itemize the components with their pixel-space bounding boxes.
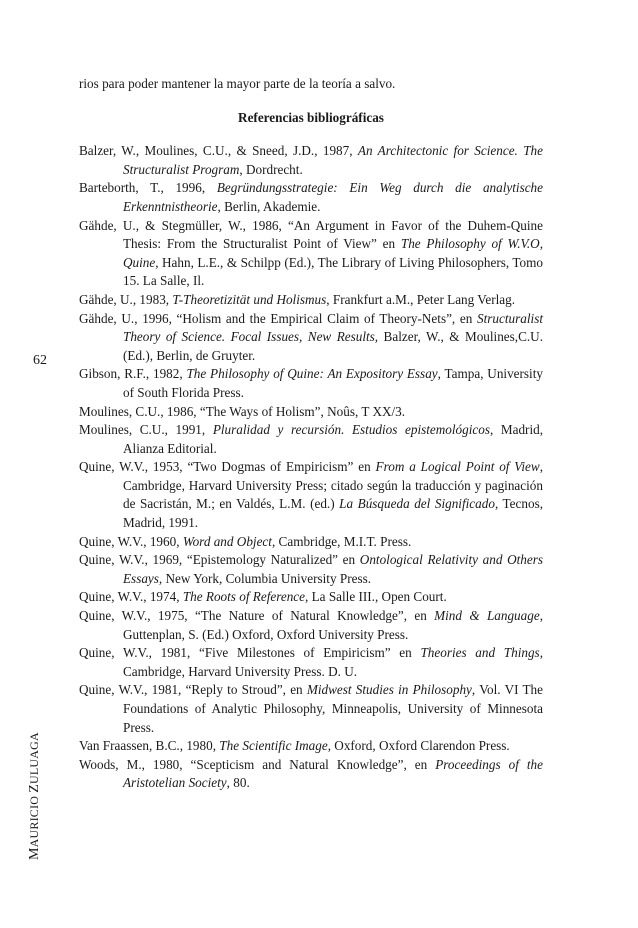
reference-entry: Quine, W.V., 1960, Word and Object, Cambridge, M.I.T. Press. [79,533,412,549]
reference-entry: Quine, W.V., 1953, “Two Dogmas of Empiricism” en From a Logical Point of View, Cambridge, Harvard University Press; citado según la traducción y paginación de Sacristán, M.; en Valdés, L.M. (ed.) La Búsqueda del Significado, Tecnos, Madrid, 1991. [79,459,543,531]
reference-entry: Gähde, U., & Stegmüller, W., 1986, “An Argument in Favor of the Duhem-Quine Thesis: From the Structuralist Point of View” en The Philosophy of W.V.O, Quine, Hahn, L.E., & Schilpp (Ed.), The Library of Living Philosophers, Tomo 15. La Salle, Il. [79,217,544,289]
reference-entry: Moulines, C.U., 1991, Pluralidad y recursión. Estudios epistemológicos, Madrid, Alianza Editorial. [79,422,544,456]
references-heading: Referencias bibliográficas [238,109,384,125]
reference-entry: Gähde, U., 1996, “Holism and the Empirical Claim of Theory-Nets”, en Structuralist Theory of Science. Focal Issues, New Results, Balzer, W., & Moulines,C.U.(Ed.), Berlin, de Gruyter. [79,310,544,363]
reference-entry: Quine, W.V., 1974, The Roots of Reference, La Salle III., Open Court. [79,589,447,605]
reference-entry: Quine, W.V., 1981, “Reply to Stroud”, en Midwest Studies in Philosophy, Vol. VI The Foundations of Analytic Philosophy, Minneapolis, University of Minnesota Press. [79,682,543,735]
reference-list [79,142,543,793]
reference-entry: Van Fraassen, B.C., 1980, The Scientific Image, Oxford, Oxford Clarendon Press. [79,738,510,754]
reference-entry: Quine, W.V., 1975, “The Nature of Natural Knowledge”, en Mind & Language, Guttenplan, S. (Ed.) Oxford, Oxford University Press. [79,608,543,642]
reference-entry: Moulines, C.U., 1986, “The Ways of Holism”, Noûs, T XX/3. [79,403,406,419]
running-author: MAURICIO ZULUAGA [27,732,42,860]
reference-entry: Gibson, R.F., 1982, The Philosophy of Quine: An Expository Essay, Tampa, University of South Florida Press. [79,366,543,400]
reference-entry: Gähde, U., 1983, T-Theoretizität und Holismus, Frankfurt a.M., Peter Lang Verlag. [79,291,516,307]
reference-entry: Quine, W.V., 1981, “Five Milestones of Empiricism” en Theories and Things, Cambridge, Harvard University Press. D. U. [79,645,543,679]
reference-entry: Barteborth, T., 1996, Begründungsstrategie: Ein Weg durch die analytische Erkenntnistheorie, Berlin, Akademie. [79,180,544,214]
reference-entry: Woods, M., 1980, “Scepticism and Natural Knowledge”, en Proceedings of the Aristotelian Society, 80. [79,756,543,791]
reference-entry: Balzer, W., Moulines, C.U., & Sneed, J.D., 1987, An Architectonic for Science. The Structuralist Program, Dordrecht. [79,143,543,177]
reference-entry: Quine, W.V., 1969, “Epistemology Naturalized” en Ontological Relativity and Others Essays, New York, Columbia University Press. [79,552,543,586]
continuation-text: rios para poder mantener la mayor parte de la teoría a salvo. [79,76,396,91]
main-content [79,75,543,793]
page-number: 62 [33,353,47,368]
